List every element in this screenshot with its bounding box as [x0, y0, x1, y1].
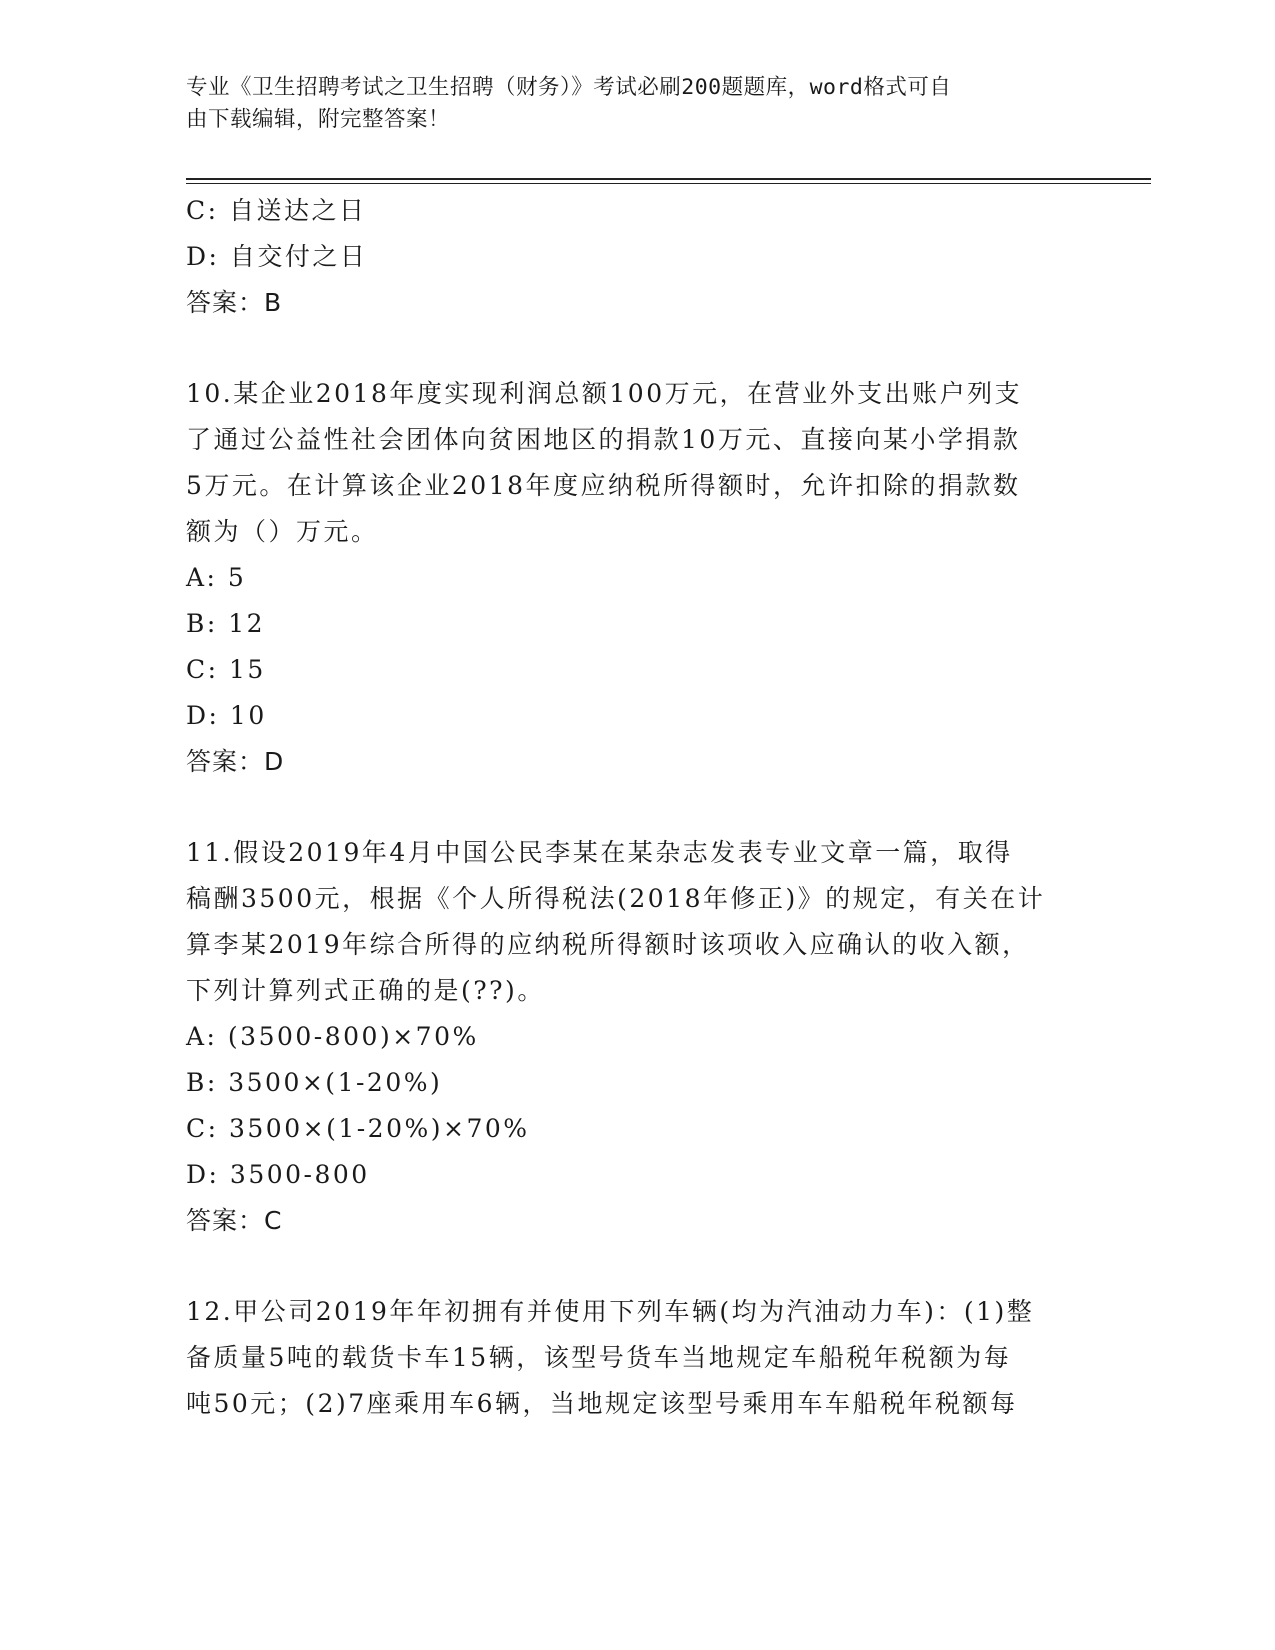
question-11	[186, 830, 1086, 1244]
spacer	[186, 326, 1086, 371]
question-stem-line: 吨50元；(2)7座乘用车6辆，当地规定该型号乘用车车船税年税额每	[186, 1389, 1018, 1418]
question-stem-line: 11.假设2019年4月中国公民李某在某杂志发表专业文章一篇，取得	[186, 838, 1013, 867]
question-stem-line: 算李某2019年综合所得的应纳税所得额时该项收入应确认的收入额，	[186, 930, 1030, 959]
header-rule-thick	[186, 178, 1151, 180]
option-d: D: 10	[186, 701, 267, 730]
header-line-2: 由下载编辑，附完整答案！	[186, 107, 451, 132]
header-rule-thin	[186, 183, 1151, 184]
question-stem-line: 12.甲公司2019年年初拥有并使用下列车辆(均为汽油动力车)：(1)整	[186, 1297, 1035, 1326]
answer-line: 答案：D	[186, 747, 285, 776]
spacer	[186, 785, 1086, 830]
question-stem-line: 10.某企业2018年度实现利润总额100万元，在营业外支出账户列支	[186, 379, 1023, 408]
question-9-tail	[186, 188, 1086, 326]
header-line-1: 专业《卫生招聘考试之卫生招聘（财务）》考试必刷200题题库，word格式可自	[186, 75, 952, 100]
option-c: C: 自送达之日	[186, 196, 367, 225]
question-10	[186, 371, 1086, 785]
question-stem-line: 额为（）万元。	[186, 517, 379, 546]
spacer	[186, 1244, 1086, 1289]
document-body	[186, 188, 1086, 1427]
option-a: A: 5	[186, 563, 247, 592]
option-b: B: 12	[186, 609, 266, 638]
option-d: D: 自交付之日	[186, 242, 368, 271]
question-stem-line: 下列计算列式正确的是(??)。	[186, 976, 545, 1005]
question-stem-line: 稿酬3500元，根据《个人所得税法(2018年修正)》的规定，有关在计	[186, 884, 1046, 913]
question-12	[186, 1289, 1086, 1427]
option-d: D: 3500-800	[186, 1160, 370, 1189]
answer-line: 答案：B	[186, 288, 283, 317]
option-b: B: 3500×(1-20%)	[186, 1068, 443, 1097]
question-stem-line: 了通过公益性社会团体向贫困地区的捐款10万元、直接向某小学捐款	[186, 425, 1021, 454]
option-c: C: 3500×(1-20%)×70%	[186, 1114, 530, 1143]
document-header	[186, 72, 1066, 136]
answer-line: 答案：C	[186, 1206, 283, 1235]
option-a: A: (3500-800)×70%	[186, 1022, 479, 1051]
question-stem-line: 备质量5吨的载货卡车15辆，该型号货车当地规定车船税年税额为每	[186, 1343, 1012, 1372]
option-c: C: 15	[186, 655, 266, 684]
question-stem-line: 5万元。在计算该企业2018年度应纳税所得额时，允许扣除的捐款数	[186, 471, 1021, 500]
